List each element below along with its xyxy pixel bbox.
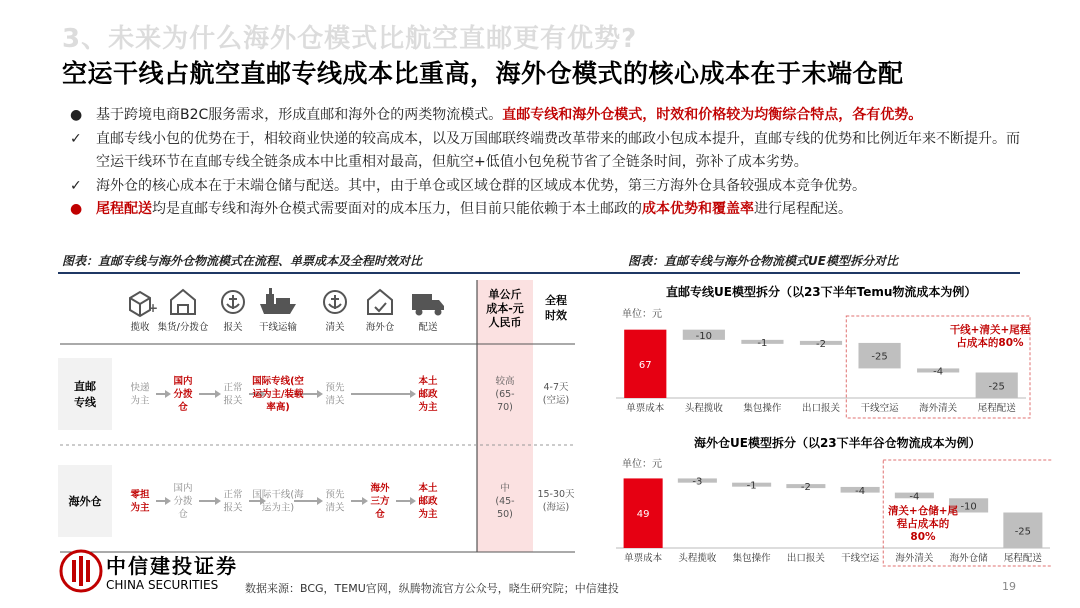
citic-logo-icon bbox=[58, 548, 104, 594]
annotation-text: 80% bbox=[910, 531, 936, 543]
step-label: 集货/分拨仓 bbox=[157, 322, 209, 333]
bullet-segment: 直邮专线小包的优势在于，相较商业快递的较高成本，以及万国邮联终端费改革带来的邮政小包成本提升，直邮专线的优势和比例近年来不断提升。而空运干线环节在直邮专线全链条成本中比重相对最高，但航空+低值小包免税节省了全链条时间，弥补了成本劣势。 bbox=[96, 130, 1020, 170]
bar-value-label: -4 bbox=[909, 491, 920, 503]
row-name: 直邮 bbox=[74, 380, 96, 393]
arrow-head-icon bbox=[362, 497, 368, 505]
flow-cell-text: 正常 bbox=[223, 382, 243, 394]
category-label: 头程揽收 bbox=[678, 553, 717, 564]
chart1-unit: 单位：元 bbox=[622, 309, 662, 320]
col-header-cost: 成本-元 bbox=[486, 302, 524, 315]
data-source: 数据来源：BCG，TEMU官网，纵腾物流官方公众号，晓生研究院；中信建投 bbox=[245, 582, 619, 595]
flow-cell-text: 率高) bbox=[266, 402, 290, 413]
flow-cell-text: 国内 bbox=[173, 483, 193, 494]
row-label-bg bbox=[58, 358, 112, 430]
cost-value: 较高 bbox=[495, 376, 515, 387]
left-chart-caption: 图表：直邮专线与海外仓物流模式在流程、单票成本及全程时效对比 bbox=[62, 254, 423, 268]
flow-cell-text: 快递 bbox=[130, 382, 150, 394]
flow-cell-text: 预先 bbox=[325, 489, 345, 501]
bullet-text bbox=[96, 198, 1030, 222]
flow-cell-text: 为主 bbox=[130, 395, 150, 407]
cargo-ship-icon bbox=[260, 288, 296, 314]
bullet-list bbox=[70, 104, 1030, 222]
time-value: 15-30天 bbox=[537, 489, 575, 500]
arrow-head-icon bbox=[215, 497, 221, 505]
bar-value-label: 49 bbox=[636, 509, 650, 521]
row-name: 专线 bbox=[74, 396, 96, 409]
svg-text:+: + bbox=[148, 301, 159, 315]
flow-cell-text: 运为主) bbox=[261, 502, 295, 514]
cost-value: (45- bbox=[495, 496, 515, 507]
bullet-segment: 进行尾程配送。 bbox=[754, 201, 852, 217]
bar-value-label: -2 bbox=[816, 338, 826, 350]
flow-cell-text: 仓 bbox=[178, 402, 188, 413]
caption-divider bbox=[58, 272, 1020, 274]
flow-cell-text: 国际专线(空 bbox=[252, 376, 304, 387]
cost-value: 70) bbox=[497, 402, 513, 413]
bar-value-label: -1 bbox=[746, 480, 757, 492]
flow-cell-text: 国际干线(海 bbox=[252, 489, 304, 501]
bullet-text bbox=[96, 104, 1030, 128]
category-label: 海外仓储 bbox=[949, 553, 988, 564]
row-name: 海外仓 bbox=[68, 495, 102, 508]
box-plus-icon bbox=[130, 292, 158, 316]
arrow-head-icon bbox=[215, 390, 221, 398]
flow-cell-text: 分拨 bbox=[173, 389, 193, 400]
flow-cell-text: 为主 bbox=[130, 502, 150, 514]
bar-value-label: -25 bbox=[988, 381, 1005, 393]
flow-cell-text: 仓 bbox=[178, 509, 188, 520]
bullet-item bbox=[70, 128, 1030, 175]
category-label: 海外清关 bbox=[895, 553, 934, 564]
time-value: (海运) bbox=[542, 502, 570, 513]
bullet-item bbox=[70, 104, 1030, 128]
category-label: 尾程配送 bbox=[1003, 553, 1042, 564]
bar-value-label: -3 bbox=[692, 476, 703, 488]
step-label: 干线运输 bbox=[258, 322, 298, 333]
flow-cell-text: 清关 bbox=[325, 395, 345, 407]
bullet-text bbox=[96, 175, 1030, 199]
bar-value-label: -2 bbox=[800, 482, 811, 494]
time-value: 4-7天 bbox=[543, 382, 569, 393]
bullet-segment: 尾程配送 bbox=[96, 201, 152, 217]
flow-cell-text: 报关 bbox=[223, 395, 243, 407]
bar-value-label: -4 bbox=[855, 485, 866, 497]
bar-value-label: 67 bbox=[638, 359, 652, 371]
bullet-text bbox=[96, 128, 1030, 175]
flow-cell-text: 分拨 bbox=[173, 496, 193, 507]
time-value: (空运) bbox=[542, 395, 570, 406]
bar-value-label: -4 bbox=[933, 366, 944, 378]
anchor-icon bbox=[222, 291, 244, 313]
category-label: 干线空运 bbox=[841, 553, 880, 564]
bullet-segment: 基于跨境电商B2C服务需求，形成直邮和海外仓的两类物流模式。 bbox=[96, 107, 503, 123]
category-label: 出口报关 bbox=[786, 553, 825, 564]
category-label: 出口报关 bbox=[801, 403, 841, 414]
flow-cell-text: 仓 bbox=[375, 509, 385, 520]
step-label: 清关 bbox=[325, 322, 345, 333]
flow-cell-text: 零担 bbox=[130, 489, 150, 501]
flow-cell-text: 邮政 bbox=[418, 496, 438, 507]
col-header-cost: 单公斤 bbox=[488, 288, 522, 301]
cost-value: 中 bbox=[500, 483, 510, 494]
chart2-title: 海外仓UE模型拆分（以23下半年谷仓物流成本为例） bbox=[694, 436, 981, 450]
flow-cell-text: 三方 bbox=[370, 496, 390, 507]
flow-cell-text: 国内 bbox=[173, 376, 193, 387]
flow-cell-text: 海外 bbox=[370, 483, 390, 494]
annotation-text: 程占成本的 bbox=[896, 518, 950, 530]
arrow-head-icon bbox=[165, 497, 171, 505]
check-icon: ✓ bbox=[70, 177, 82, 194]
col-header-cost: 人民币 bbox=[488, 316, 522, 329]
step-label: 报关 bbox=[223, 322, 243, 333]
warehouse-icon bbox=[171, 290, 195, 314]
bar-value-label: -10 bbox=[960, 501, 977, 513]
flow-cell-text: 预先 bbox=[325, 382, 345, 394]
category-label: 单票成本 bbox=[624, 553, 663, 564]
chart1-title: 直邮专线UE模型拆分（以23下半年Temu物流成本为例） bbox=[666, 285, 977, 299]
bullet-segment: 均是直邮专线和海外仓模式需要面对的成本压力，但目前只能依赖于本土邮政的 bbox=[152, 201, 642, 217]
annotation-text: 干线+清关+尾程 bbox=[949, 324, 1031, 336]
category-label: 集包操作 bbox=[732, 553, 771, 564]
right-chart-caption: 图表：直邮专线与海外仓物流模式UE模型拆分对比 bbox=[628, 254, 898, 268]
arrow-head-icon bbox=[165, 390, 171, 398]
step-label: 海外仓 bbox=[365, 322, 395, 333]
bar-value-label: -10 bbox=[695, 330, 713, 342]
category-label: 海外清关 bbox=[919, 403, 958, 414]
flow-cell-text: 本土 bbox=[418, 483, 438, 494]
logo-english: CHINA SECURITIES bbox=[106, 578, 219, 592]
col-header-time: 全程 bbox=[545, 294, 567, 307]
category-label: 单票成本 bbox=[626, 403, 665, 414]
cost-value: (65- bbox=[495, 389, 515, 400]
warehouse-check-icon bbox=[368, 290, 392, 314]
section-title: 3、未来为什么海外仓模式比航空直邮更有优势? bbox=[62, 24, 638, 54]
category-label: 尾程配送 bbox=[977, 403, 1016, 414]
arrow-head-icon bbox=[410, 497, 416, 505]
bullet-item bbox=[70, 175, 1030, 199]
page-title: 空运干线占航空直邮专线成本比重高，海外仓模式的核心成本在于末端仓配 bbox=[62, 59, 904, 88]
chart1-waterfall bbox=[612, 300, 1052, 425]
flow-cell-text: 运为主/装载 bbox=[252, 389, 304, 400]
flow-cell-text: 正常 bbox=[223, 489, 243, 501]
cost-value: 50) bbox=[497, 509, 513, 520]
annotation-text: 清关+仓储+尾 bbox=[887, 505, 959, 517]
step-label: 揽收 bbox=[130, 322, 150, 333]
col-header-time: 时效 bbox=[545, 309, 567, 322]
check-icon: ✓ bbox=[70, 130, 82, 147]
arrow-head-icon bbox=[410, 390, 416, 398]
flow-cell-text: 为主 bbox=[418, 509, 438, 520]
flow-comparison-table bbox=[40, 280, 600, 570]
bar-value-label: -25 bbox=[1014, 526, 1032, 538]
annotation-text: 占成本的80% bbox=[956, 337, 1024, 349]
category-label: 集包操作 bbox=[743, 403, 782, 414]
bar-value-label: -25 bbox=[871, 351, 888, 363]
delivery-truck-icon bbox=[412, 294, 444, 316]
flow-cell-text: 清关 bbox=[325, 502, 345, 514]
anchor-icon bbox=[324, 291, 346, 313]
flow-cell-text: 为主 bbox=[418, 402, 438, 413]
category-label: 头程揽收 bbox=[684, 403, 723, 414]
bullet-segment: 海外仓的核心成本在于末端仓储与配送。其中，由于单仓或区域仓群的区域成本优势，第三方海外仓具备较强成本竞争优势。 bbox=[96, 177, 866, 194]
arrow-head-icon bbox=[317, 497, 323, 505]
arrow-head-icon bbox=[317, 390, 323, 398]
flow-cell-text: 邮政 bbox=[418, 389, 438, 400]
logo-chinese: 中信建投证券 bbox=[106, 554, 238, 578]
category-label: 干线空运 bbox=[860, 403, 899, 414]
page-number: 19 bbox=[1002, 580, 1016, 593]
flow-cell-text: 本土 bbox=[418, 376, 438, 387]
bullet-dot-icon: ● bbox=[70, 107, 83, 123]
bullet-item bbox=[70, 198, 1030, 222]
bullet-segment: 直邮专线和海外仓模式，时效和价格较为均衡综合特点，各有优势。 bbox=[502, 107, 923, 123]
chart2-waterfall bbox=[612, 452, 1052, 570]
chart2-unit: 单位：元 bbox=[622, 459, 662, 470]
flow-cell-text: 报关 bbox=[223, 502, 243, 514]
bullet-dot-icon: ● bbox=[70, 201, 83, 217]
bullet-segment: 成本优势和覆盖率 bbox=[642, 201, 754, 217]
step-label: 配送 bbox=[418, 322, 438, 333]
bar-value-label: -1 bbox=[757, 337, 768, 349]
